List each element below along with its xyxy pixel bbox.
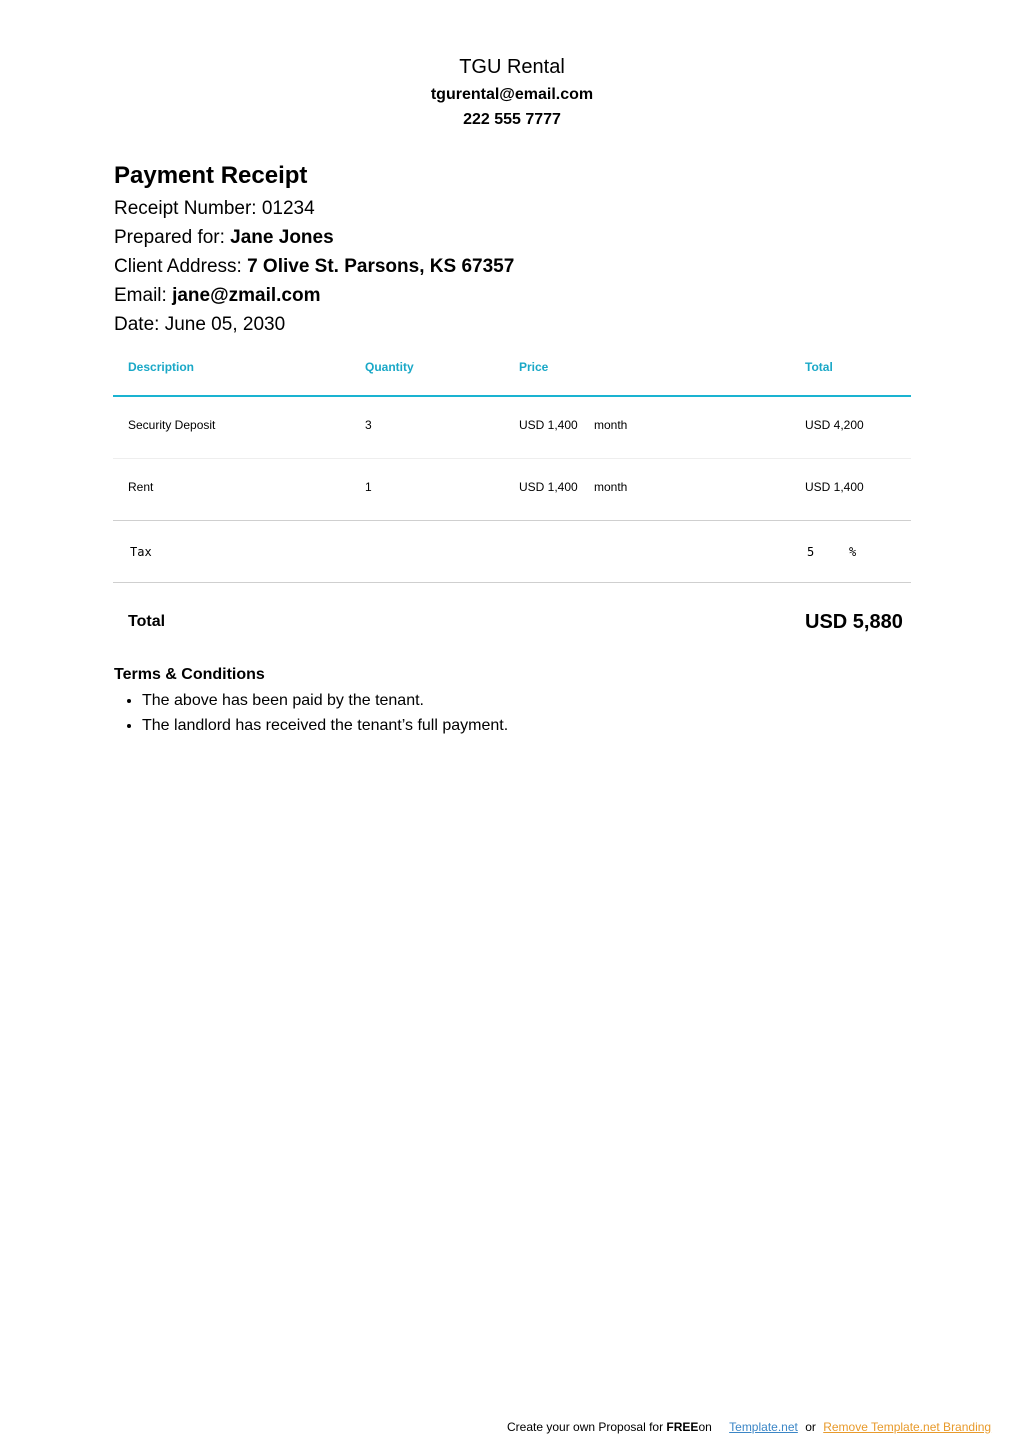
company-email: tgurental@email.com [430, 86, 594, 103]
receipt-date: June 05, 2030 [164, 314, 286, 335]
tax-value: 5 [807, 545, 815, 559]
total-value: USD 5,880 [805, 611, 903, 633]
receipt-number-line [114, 194, 914, 223]
tax-label: Tax [130, 545, 152, 559]
total-label: Total [128, 613, 166, 630]
footer-on: on [698, 1420, 712, 1434]
receipt-number: 01234 [261, 198, 315, 219]
company-header [0, 54, 1024, 132]
terms-section [114, 664, 914, 738]
row-unit: month [594, 418, 628, 432]
client-address: 7 Olive St. Parsons, KS 67357 [247, 256, 515, 277]
receipt-number-label: Receipt Number: [114, 198, 262, 219]
client-address-line [114, 252, 914, 281]
list-item: • The above has been paid by the tenant. [142, 688, 914, 713]
row-price: USD 1,400 [519, 418, 578, 432]
receipt-details [114, 160, 914, 339]
row-quantity: 1 [365, 480, 372, 494]
client-address-label: Client Address: [114, 256, 248, 277]
table-header [113, 340, 911, 397]
company-name: TGU Rental [459, 56, 565, 78]
client-email: jane@zmail.com [172, 285, 321, 306]
footer-or: or [805, 1420, 816, 1434]
tax-row [113, 521, 911, 583]
remove-branding-link[interactable]: Remove Template.net Branding [823, 1420, 992, 1434]
company-phone: 222 555 7777 [463, 111, 561, 128]
prepared-for-line [114, 223, 914, 252]
row-unit: month [594, 480, 628, 494]
table-row [113, 397, 911, 459]
list-item: • The landlord has received the tenant’s full payment. [142, 713, 914, 738]
terms-list [114, 688, 914, 738]
client-email-label: Email: [114, 285, 173, 306]
tax-unit: % [849, 545, 857, 559]
prepared-for-name: Jane Jones [230, 227, 334, 248]
branding-footer [507, 1419, 991, 1435]
header-quantity: Quantity [365, 360, 414, 374]
items-table [113, 340, 911, 661]
header-description: Description [128, 360, 195, 374]
header-total: Total [805, 360, 833, 374]
row-total: USD 4,200 [805, 418, 864, 432]
row-description: Rent [128, 480, 154, 494]
prepared-for-label: Prepared for: [114, 227, 231, 248]
client-email-line [114, 281, 914, 310]
table-row [113, 459, 911, 521]
receipt-date-label: Date: [114, 314, 165, 335]
row-price: USD 1,400 [519, 480, 578, 494]
receipt-date-line [114, 310, 914, 339]
total-row [113, 583, 911, 661]
receipt-title: Payment Receipt [114, 162, 308, 189]
footer-prefix: Create your own Proposal for [507, 1420, 667, 1434]
footer-free: FREE [666, 1420, 699, 1434]
terms-title: Terms & Conditions [114, 666, 265, 683]
header-price: Price [519, 360, 549, 374]
row-description: Security Deposit [128, 418, 216, 432]
row-total: USD 1,400 [805, 480, 864, 494]
row-quantity: 3 [365, 418, 372, 432]
template-net-link[interactable]: Template.net [729, 1420, 798, 1434]
